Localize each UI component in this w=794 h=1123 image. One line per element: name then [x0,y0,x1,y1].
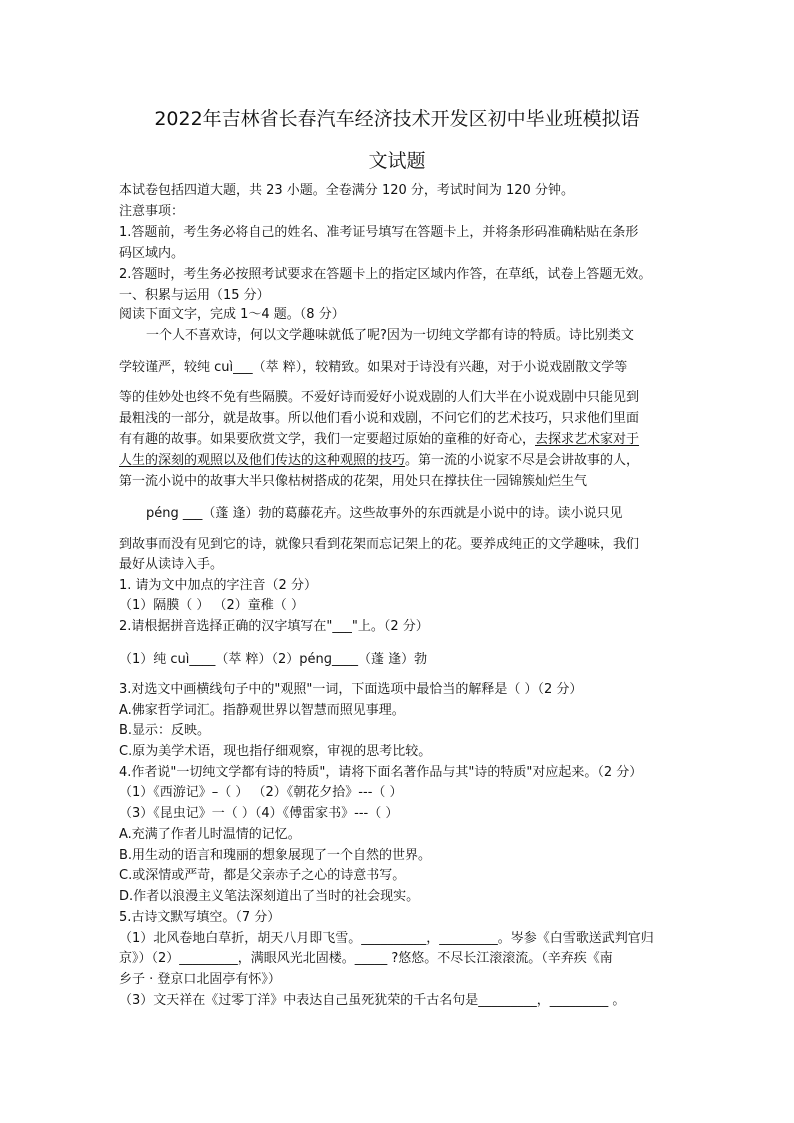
question-1: 1. 请为文中加点的字注音（2 分） [119,578,317,593]
question-5-item-3: （3）文天祥在《过零丁洋》中表达自己虽死犹荣的千古名句是_________，_________ 。 [119,993,626,1008]
passage-line: péng ___（蓬 逢）勃的葛藤花卉。这些故事外的东西就是小说中的诗。读小说只见 [146,506,623,521]
passage-line: 最好从读诗入手。 [119,557,224,572]
passage-line: 第一流小说中的故事大半只像枯树搭成的花架，用处只在撑扶住一园锦簇灿烂生气 [119,474,588,489]
question-2: 2.请根据拼音选择正确的汉字填写在"___"上。（2 分） [119,619,429,634]
question-5-item-2: 京》）（2）_________，满眼风光北固楼。_____ ?悠悠。不尽长江滚滚流。（辛弃疾《南 [119,951,613,966]
question-2-items: （1）纯 cuì____（萃 粹）（2）pénɡ____（蓬 逢）勃 [119,652,428,667]
option-b: B.用生动的语言和瑰丽的想象展现了一个自然的世界。 [119,848,432,863]
notice-item-1: 1.答题前，考生务必将自己的姓名、准考证号填写在答题卡上，并将条形码准确粘贴在条形 [119,225,639,240]
passage-line [119,431,639,449]
notice-heading: 注意事项： [119,204,185,219]
question-5-item-1: （1）北风卷地白草折，胡天八月即飞雪。__________，_________。岑参《白雪歌送武判官归 [119,931,654,946]
passage-text: 。第一流的小说家不尽是会讲故事的人， [405,453,640,468]
passage-line: 最粗浅的一部分，就是故事。所以他们看小说和戏剧，不问它们的艺术技巧，只求他们里面 [119,411,640,426]
passage-line [119,452,639,470]
section-heading: 一、积累与运用（15 分） [119,288,270,303]
underlined-sentence: 去探求艺术家对于 [535,432,640,447]
reading-instruction: 阅读下面文字，完成 1～4 题。（8 分） [119,307,345,322]
question-3: 3.对选文中画横线句子中的"观照"一词，下面选项中最恰当的解释是（ ）（2 分） [119,682,583,697]
notice-item-1-cont: 码区域内。 [119,246,185,261]
option-c: C.原为美学术语，现也指仔细观察，审视的思考比较。 [119,744,432,759]
option-d: D.作者以浪漫主义笔法深刻道出了当时的社会现实。 [119,889,420,904]
passage-line: 到故事而没有见到它的诗，就像只看到花架而忘记架上的花。要养成纯正的文学趣味，我们 [119,537,640,552]
question-4-items: （1）《西游记》–（ ） （2）《朝花夕拾》---（ ） [119,785,403,800]
option-a: A.充满了作者儿时温情的记忆。 [119,827,301,842]
passage-text: 有有趣的故事。如果要欣赏文学，我们一定要超过原始的童稚的好奇心， [119,432,536,447]
passage-line: 等的佳妙处也终不免有些隔膜。不爱好诗而爱好小说戏剧的人们大半在小说戏剧中只能见到 [119,390,640,405]
exam-title-line-1: 2022年吉林省长春汽车经济技术开发区初中毕业班模拟语 [154,108,640,130]
underlined-sentence: 人生的深刻的观照以及他们传达的这种观照的技巧 [119,453,406,468]
option-a: A.佛家哲学词汇。指静观世界以智慧而照见事理。 [119,703,405,718]
question-4-items: （3）《昆虫记》一（ ）（4）《傅雷家书》---（ ） [119,806,399,821]
intro-line: 本试卷包括四道大题，共 23 小题。全卷满分 120 分，考试时间为 120 分钟。 [119,183,574,198]
passage-line: 一个人不喜欢诗，何以文学趣味就低了呢?因为一切纯文学都有诗的特质。诗比别类文 [146,328,634,343]
question-4: 4.作者说"一切纯文学都有诗的特质"，请将下面名著作品与其"诗的特质"对应起来。（2 分） [119,765,643,780]
passage-line: 学较谨严，较纯 cuì___（萃 粹），较精致。如果对于诗没有兴趣，对于小说戏剧散文学等 [119,360,628,375]
question-5-item-2-cont: 乡子 · 登京口北固亭有怀》） [119,972,281,987]
option-b: B.显示：反映。 [119,723,211,738]
question-5: 5.古诗文默写填空。（7 分） [119,910,281,925]
option-c: C.或深情或严苛，都是父亲赤子之心的诗意书写。 [119,868,406,883]
notice-item-2: 2.答题时，考生务必按照考试要求在答题卡上的指定区域内作答，在草纸，试卷上答题无效。 [119,267,652,282]
question-1-items: （1）隔膜（ ） （2）童稚（ ） [119,598,304,613]
exam-title-line-2: 文试题 [368,150,426,172]
